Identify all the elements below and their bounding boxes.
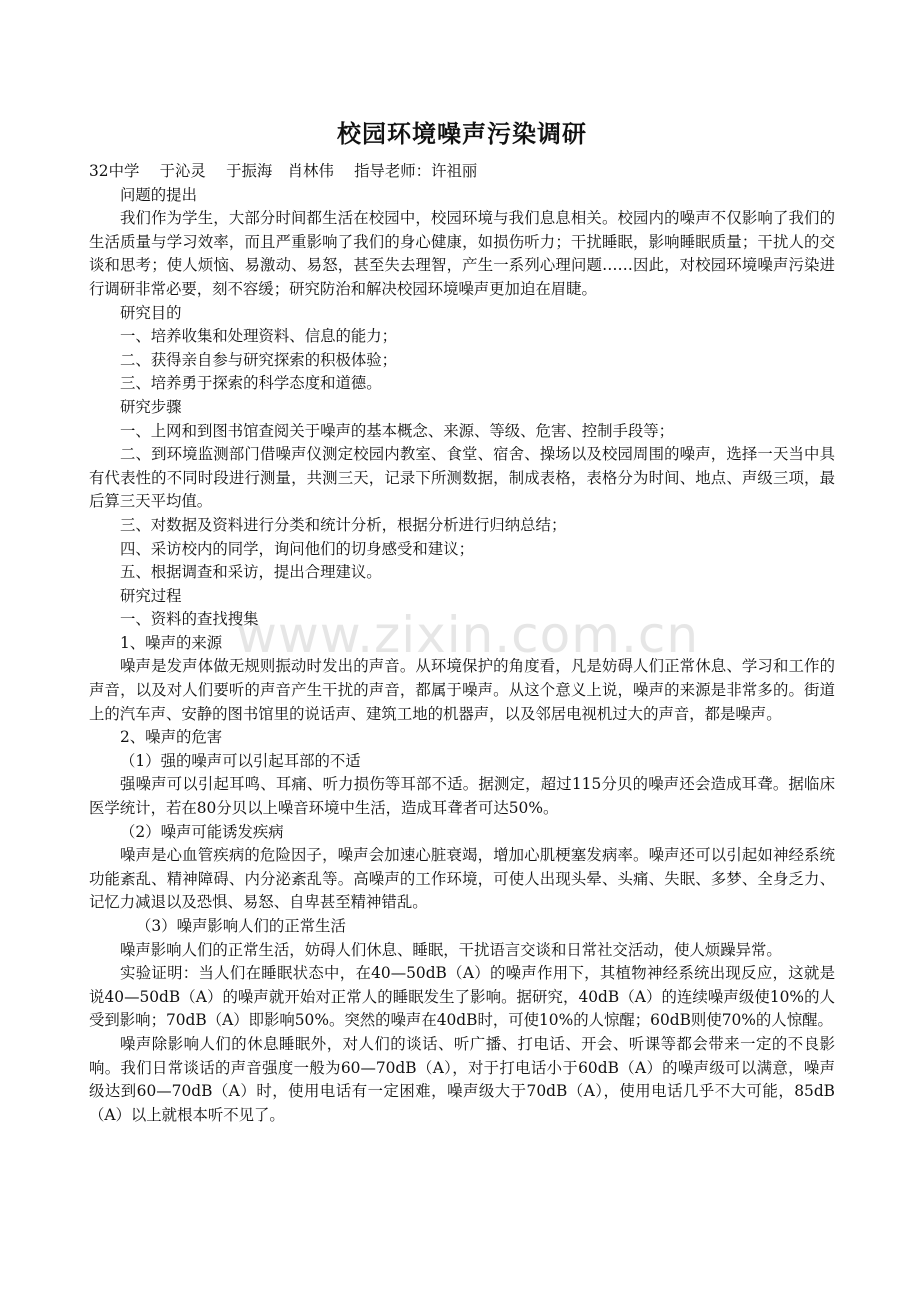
- paragraph: 五、根据调查和采访，提出合理建议。: [120, 563, 382, 582]
- paragraph: 2、噪声的危害: [120, 728, 223, 747]
- paragraph: （2）噪声可能诱发疾病: [120, 822, 284, 841]
- paragraph: 二、到环境监测部门借噪声仪测定校园内教室、食堂、宿舍、操场以及校园周围的噪声，选择一天当中具有代表性的不同时段进行测量，共测三天，记录下所测数据，制成表格，表格分为时间、地点、声级三项，最后算三天平均值。: [89, 445, 835, 511]
- paragraph: 三、培养勇于探索的科学态度和道德。: [120, 374, 382, 393]
- paragraph: 我们作为学生，大部分时间都生活在校园中，校园环境与我们息息相关。校园内的噪声不仅影响了我们的生活质量与学习效率，而且严重影响了我们的身心健康，如损伤听力；干扰睡眠，影响睡眠质量；干扰人的交谈和思考；使人烦恼、易激动、易怒，甚至失去理智，产生一系列心理问题……因此，对校园环境噪声污染进行调研非常必要，刻不容缓；研究防治和解决校园环境噪声更加迫在眉睫。: [89, 209, 835, 298]
- paragraph: 一、资料的查找搜集: [120, 610, 259, 629]
- paragraph: 研究目的: [120, 303, 182, 322]
- document-page: [89, 116, 835, 1127]
- document-body: [89, 184, 835, 1128]
- paragraph: 问题的提出: [120, 185, 197, 204]
- paragraph: 研究步骤: [120, 397, 182, 416]
- paragraph: 1、噪声的来源: [120, 633, 223, 652]
- paragraph: 四、采访校内的同学，询问他们的切身感受和建议；: [120, 539, 474, 558]
- paragraph: 研究过程: [120, 586, 182, 605]
- paragraph: （3）噪声影响人们的正常生活: [136, 917, 346, 935]
- paragraph: 三、对数据及资料进行分类和统计分析，根据分析进行归纳总结；: [120, 515, 567, 534]
- document-title: 校园环境噪声污染调研: [337, 120, 587, 148]
- paragraph: 二、获得亲自参与研究探索的积极体验；: [120, 350, 398, 369]
- paragraph: 噪声是发声体做无规则振动时发出的声音。从环境保护的角度看，凡是妨碍人们正常休息、学习和工作的声音，以及对人们要听的声音产生干扰的声音，都属于噪声。从这个意义上说，噪声的来源是非常多的。街道上的汽车声、安静的图书馆里的说话声、建筑工地的机器声，以及邻居电视机过大的声音，都是噪声。: [89, 657, 835, 723]
- paragraph: 噪声影响人们的正常生活，妨碍人们休息、睡眠，干扰语言交谈和日常社交活动，使人烦躁异常。: [120, 940, 782, 959]
- paragraph: 实验证明：当人们在睡眠状态中，在40—50dB（A）的噪声作用下，其植物神经系统出现反应，这就是说40—50dB（A）的噪声就开始对正常人的睡眠发生了影响。据研究，40dB（A）的连续噪声级使10%的人受到影响；70dB（A）即影响50%。突然的噪声在40dB时，可使10%的人惊醒；60dB则使70%的人惊醒。: [89, 964, 835, 1030]
- paragraph: 噪声除影响人们的休息睡眠外，对人们的谈话、听广播、打电话、开会、听课等都会带来一定的不良影响。我们日常谈话的声音强度一般为60—70dB（A），对于打电话小于60dB（A）的噪声级可以满意，噪声级达到60—70dB（A）时，使用电话有一定困难，噪声级大于70dB（A），使用电话几乎不大可能，85dB（A）以上就根本听不见了。: [89, 1034, 835, 1124]
- paragraph: 一、培养收集和处理资料、信息的能力；: [120, 327, 398, 346]
- paragraph: （1）强的噪声可以引起耳部的不适: [120, 751, 361, 770]
- author-line: 32中学 于沁灵 于振海 肖林伟 指导老师：许祖丽: [89, 162, 478, 180]
- watermark: www.zixin.com.cn: [236, 606, 700, 664]
- paragraph: 强噪声可以引起耳鸣、耳痛、听力损伤等耳部不适。据测定，超过115分贝的噪声还会造成耳聋。据临床医学统计，若在80分贝以上噪音环境中生活，造成耳聋者可达50%。: [89, 775, 835, 818]
- paragraph: 噪声是心血管疾病的危险因子，噪声会加速心脏衰竭，增加心肌梗塞发病率。噪声还可以引起如神经系统功能紊乱、精神障碍、内分泌紊乱等。高噪声的工作环境，可使人出现头晕、头痛、失眠、多梦、全身乏力、记忆力减退以及恐惧、易怒、自卑甚至精神错乱。: [89, 846, 835, 912]
- paragraph: 一、上网和到图书馆查阅关于噪声的基本概念、来源、等级、危害、控制手段等；: [120, 421, 675, 440]
